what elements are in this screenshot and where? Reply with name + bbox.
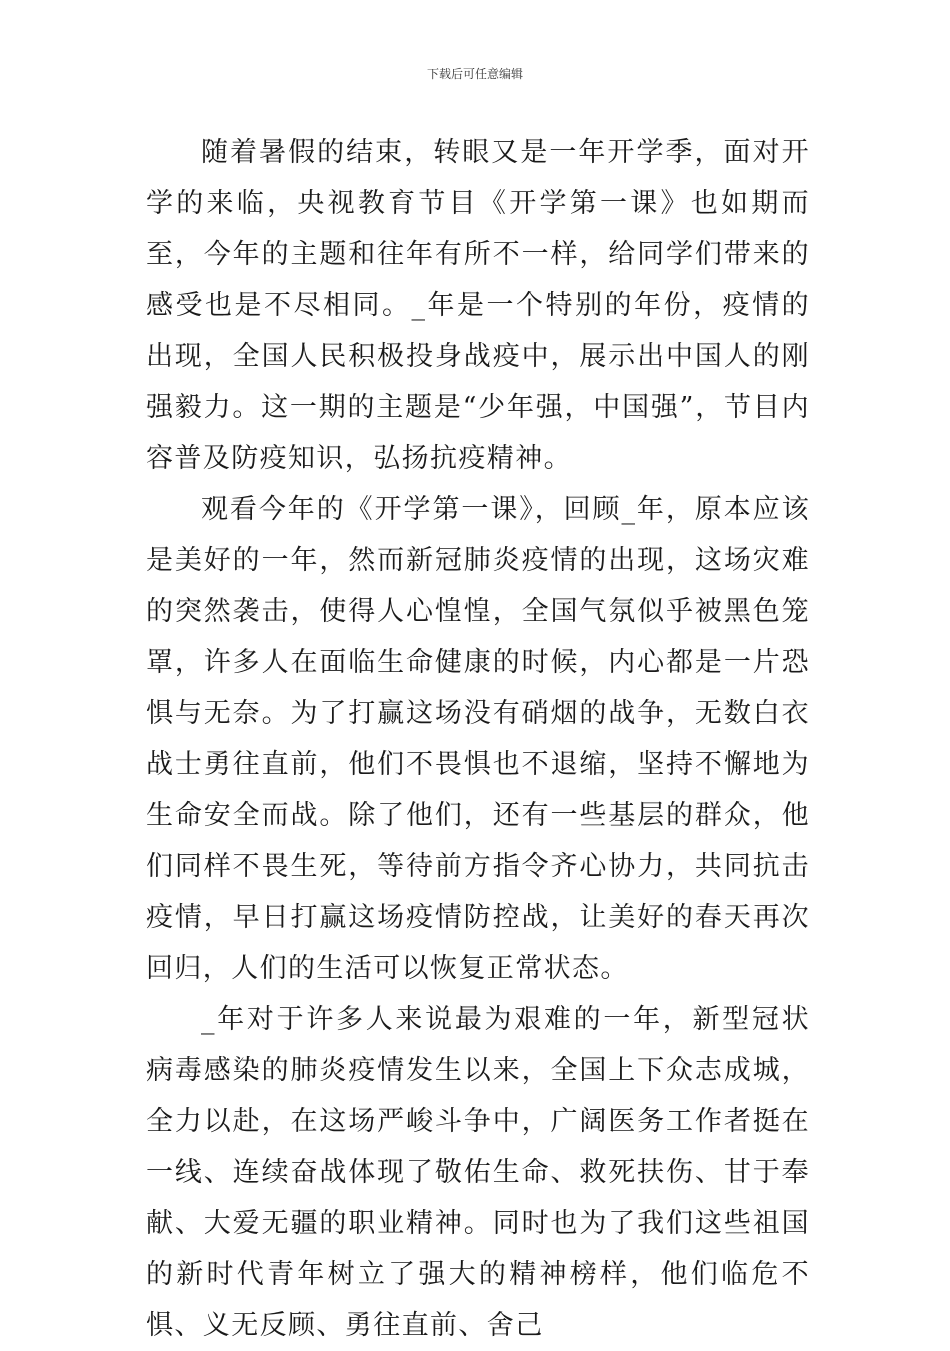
- paragraph-1: 随着暑假的结束，转眼又是一年开学季，面对开学的来临，央视教育节目《开学第一课》也如期而至，今年的主题和往年有所不一样，给同学们带来的感受也是不尽相同。_年是一个特别的年份，疫情的出现，全国人民积极投身战疫中，展示出中国人的刚强毅力。这一期的主题是“少年强，中国强”，节目内容普及防疫知识，弘扬抗疫精神。: [146, 137, 810, 474]
- header-note: 下载后可任意编辑: [426, 67, 523, 81]
- document-body: [146, 127, 810, 1351]
- paragraph-3: _年对于许多人来说最为艰难的一年，新型冠状病毒感染的肺炎疫情发生以来，全国上下众志成城，全力以赴，在这场严峻斗争中，广阔医务工作者挺在一线、连续奋战体现了敬佑生命、救死扶伤、甘于奉献、大爱无疆的职业精神。同时也为了我们这些祖国的新时代青年树立了强大的精神榜样，他们临危不惧、义无反顾、勇往直前、舍己: [146, 1004, 810, 1341]
- paragraph-2: 观看今年的《开学第一课》，回顾_年，原本应该是美好的一年，然而新冠肺炎疫情的出现，这场灾难的突然袭击，使得人心惶惶，全国气氛似乎被黑色笼罩，许多人在面临生命健康的时候，内心都是一片恐惧与无奈。为了打赢这场没有硝烟的战争，无数白衣战士勇往直前，他们不畏惧也不退缩，坚持不懈地为生命安全而战。除了他们，还有一些基层的群众，他们同样不畏生死，等待前方指令齐心协力，共同抗击疫情，早日打赢这场疫情防控战，让美好的春天再次回归，人们的生活可以恢复正常状态。: [146, 494, 810, 984]
